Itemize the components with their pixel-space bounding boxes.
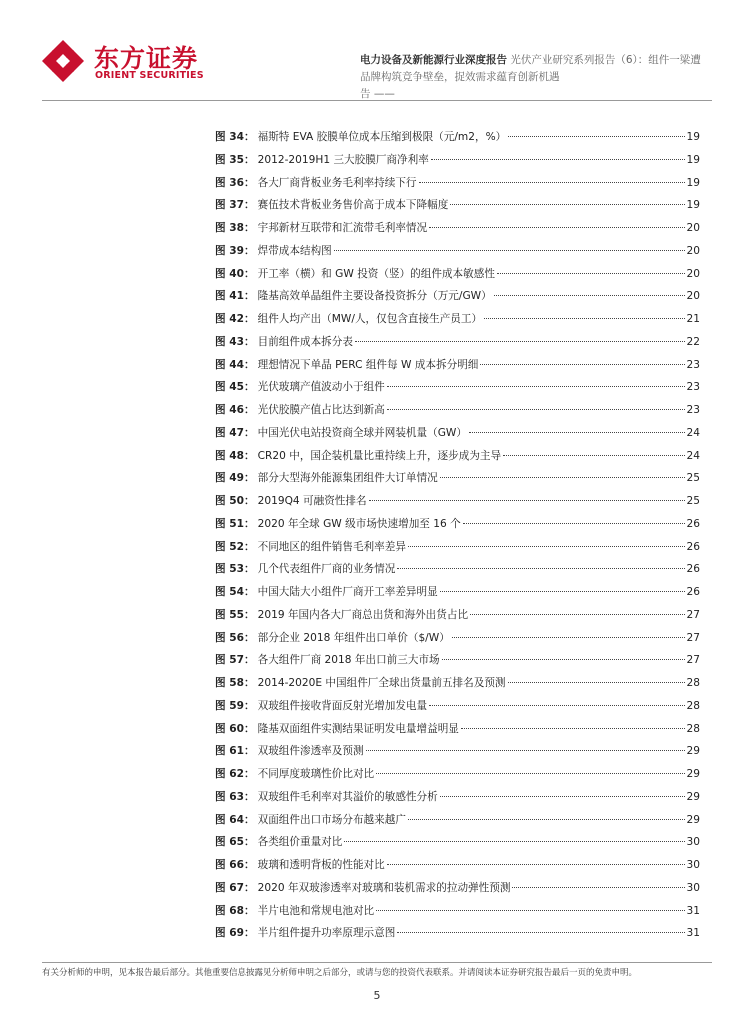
toc-entry-title: 福斯特 EVA 胶膜单位成本压缩到极限（元/m2，%） bbox=[257, 131, 507, 143]
toc-entry[interactable] bbox=[215, 425, 700, 448]
toc-entry-label: 图 53： bbox=[215, 563, 255, 576]
toc-entry[interactable] bbox=[215, 448, 700, 471]
toc-entry-title: 双面组件出口市场分布越来越广 bbox=[257, 813, 406, 826]
toc-dot-leader bbox=[334, 250, 685, 251]
toc-dot-leader bbox=[463, 523, 685, 524]
toc-entry-label: 图 52： bbox=[215, 540, 255, 553]
toc-entry-title: 目前组件成本拆分表 bbox=[257, 335, 353, 348]
toc-entry-label: 图 48： bbox=[215, 449, 255, 462]
toc-entry-label: 图 68： bbox=[215, 904, 255, 917]
toc-entry-label: 图 46： bbox=[215, 404, 255, 416]
toc-entry-label: 图 37： bbox=[215, 199, 255, 212]
toc-entry[interactable] bbox=[215, 516, 700, 539]
toc-entry[interactable] bbox=[215, 607, 700, 630]
toc-entry-label: 图 51： bbox=[215, 517, 255, 530]
toc-entry-label: 图 66： bbox=[215, 859, 255, 871]
toc-entry-title: 几个代表组件厂商的业务情况 bbox=[257, 563, 396, 576]
toc-entry[interactable] bbox=[215, 584, 700, 607]
toc-entry[interactable] bbox=[215, 880, 700, 903]
toc-entry-title: 2012-2019H1 三大胶膜厂商净利率 bbox=[257, 153, 429, 166]
toc-entry-title: 隆基高效单晶组件主要设备投资拆分（万元/GW） bbox=[257, 290, 492, 303]
toc-entry-page: 23 bbox=[686, 404, 700, 416]
toc-entry[interactable] bbox=[215, 698, 700, 721]
toc-dot-leader bbox=[366, 750, 685, 751]
toc-entry-title: 宇邦新材互联带和汇流带毛利率情况 bbox=[257, 222, 428, 234]
toc-entry-title: 中国光伏电站投资商全球并网装机量（GW） bbox=[257, 426, 467, 439]
toc-entry-page: 30 bbox=[686, 836, 700, 849]
toc-entry[interactable] bbox=[215, 334, 700, 357]
toc-entry-label: 图 64： bbox=[215, 813, 255, 826]
toc-entry[interactable] bbox=[215, 243, 700, 266]
toc-entry-page: 22 bbox=[686, 335, 700, 348]
report-category: 电力设备及新能源行业深度报告 bbox=[360, 54, 507, 66]
toc-entry-title: 各类组价重量对比 bbox=[257, 836, 343, 849]
toc-entry[interactable] bbox=[215, 493, 700, 516]
report-title: 光伏产业研究系列报告（6）：组件一梁遭品牌构筑竞争壁垒，捉效需求蕴育创新机遇 bbox=[360, 54, 701, 83]
toc-dot-leader bbox=[387, 386, 685, 387]
toc-entry-title: 中国大陆大小组件厂商开工率差异明显 bbox=[257, 586, 438, 598]
toc-dot-leader bbox=[508, 136, 684, 137]
toc-dot-leader bbox=[408, 819, 685, 820]
toc-entry-label: 图 69： bbox=[215, 927, 255, 940]
toc-entry-title: 部分大型海外能源集团组件大订单情况 bbox=[257, 472, 438, 485]
toc-dot-leader bbox=[442, 659, 685, 660]
toc-dot-leader bbox=[397, 932, 684, 933]
toc-entry-page: 30 bbox=[686, 881, 700, 894]
toc-dot-leader bbox=[512, 887, 684, 888]
toc-entry-label: 图 36： bbox=[215, 176, 255, 189]
toc-entry-label: 图 49： bbox=[215, 472, 255, 485]
toc-dot-leader bbox=[397, 568, 684, 569]
toc-entry[interactable] bbox=[215, 834, 700, 857]
toc-dot-leader bbox=[376, 910, 684, 911]
toc-entry-title: 焊带成本结构图 bbox=[257, 244, 332, 257]
toc-entry-page: 21 bbox=[686, 313, 700, 325]
toc-entry-page: 30 bbox=[686, 859, 700, 871]
toc-entry-title: 双玻组件毛利率对其溢价的敏感性分析 bbox=[257, 790, 438, 803]
toc-entry-page: 19 bbox=[686, 176, 700, 189]
toc-entry[interactable] bbox=[215, 743, 700, 766]
toc-dot-leader bbox=[429, 705, 684, 706]
toc-entry-title: 2019 年国内各大厂商总出货和海外出货占比 bbox=[257, 608, 469, 621]
toc-entry-page: 20 bbox=[686, 244, 700, 257]
toc-entry-label: 图 41： bbox=[215, 290, 255, 303]
toc-dot-leader bbox=[450, 204, 684, 205]
toc-entry[interactable] bbox=[215, 812, 700, 835]
page-number: 5 bbox=[373, 989, 381, 1002]
toc-dot-leader bbox=[408, 546, 685, 547]
toc-entry-label: 图 54： bbox=[215, 586, 255, 598]
toc-entry-label: 图 57： bbox=[215, 654, 255, 667]
toc-entry-page: 27 bbox=[686, 654, 700, 667]
toc-entry-title: 2020 年双玻渗透率对玻璃和装机需求的拉动弹性预测 bbox=[257, 881, 511, 894]
toc-entry[interactable] bbox=[215, 903, 700, 926]
toc-entry-page: 27 bbox=[686, 608, 700, 621]
toc-dot-leader bbox=[387, 864, 685, 865]
toc-entry-label: 图 45： bbox=[215, 381, 255, 394]
toc-entry-label: 图 67： bbox=[215, 881, 255, 894]
toc-entry-label: 图 40： bbox=[215, 267, 255, 280]
toc-entry-label: 图 58： bbox=[215, 677, 255, 689]
toc-dot-leader bbox=[469, 432, 685, 433]
toc-entry-title: 光伏玻璃产值波动小于组件 bbox=[257, 381, 385, 394]
toc-entry-title: 隆基双面组件实测结果证明发电量增益明显 bbox=[257, 722, 459, 735]
toc-entry[interactable] bbox=[215, 175, 700, 198]
toc-dot-leader bbox=[369, 500, 685, 501]
brand-logo bbox=[40, 38, 240, 84]
toc-entry[interactable] bbox=[215, 766, 700, 789]
toc-entry-label: 图 56： bbox=[215, 631, 255, 644]
toc-entry[interactable] bbox=[215, 630, 700, 653]
toc-dot-leader bbox=[440, 477, 685, 478]
toc-dot-leader bbox=[452, 637, 685, 638]
toc-entry-page: 20 bbox=[686, 267, 700, 280]
toc-dot-leader bbox=[461, 728, 685, 729]
toc-dot-leader bbox=[440, 796, 685, 797]
toc-entry-title: 2019Q4 可融资性排名 bbox=[257, 495, 367, 507]
toc-entry-label: 图 44： bbox=[215, 358, 255, 371]
header-divider bbox=[42, 100, 712, 101]
toc-entry[interactable] bbox=[215, 129, 700, 152]
toc-dot-leader bbox=[419, 182, 685, 183]
toc-entry-title: 理想情况下单晶 PERC 组件每 W 成本拆分明细 bbox=[257, 358, 479, 371]
toc-entry-title: 2014-2020E 中国组件厂全球出货量前五排名及预测 bbox=[257, 677, 506, 689]
toc-entry-page: 26 bbox=[686, 563, 700, 576]
toc-dot-leader bbox=[376, 773, 684, 774]
toc-entry-page: 26 bbox=[686, 540, 700, 553]
toc-dot-leader bbox=[429, 227, 684, 228]
toc-entry-title: 各大组件厂商 2018 年出口前三大市场 bbox=[257, 654, 440, 667]
toc-entry-label: 图 60： bbox=[215, 722, 255, 735]
toc-entry[interactable] bbox=[215, 721, 700, 744]
toc-entry-page: 27 bbox=[686, 631, 700, 644]
toc-entry-page: 24 bbox=[686, 449, 700, 462]
toc-entry-label: 图 62： bbox=[215, 768, 255, 780]
brand-name-en: ORIENT SECURITIES bbox=[95, 70, 204, 81]
toc-entry-title: 双玻组件接收背面反射光增加发电量 bbox=[257, 699, 428, 712]
toc-entry-title: 玻璃和透明背板的性能对比 bbox=[257, 859, 385, 871]
toc-entry-page: 31 bbox=[686, 904, 700, 917]
toc-dot-leader bbox=[497, 273, 685, 274]
toc-entry-title: CR20 中，国企装机量比重持续上升，逐步成为主导 bbox=[257, 449, 502, 462]
toc-entry-title: 赛伍技术背板业务售价高于成本下降幅度 bbox=[257, 199, 449, 212]
toc-entry[interactable] bbox=[215, 652, 700, 675]
toc-entry-label: 图 59： bbox=[215, 699, 255, 712]
toc-entry[interactable] bbox=[215, 288, 700, 311]
toc-dot-leader bbox=[440, 591, 685, 592]
toc-dot-leader bbox=[470, 614, 684, 615]
toc-entry-page: 29 bbox=[686, 745, 700, 758]
toc-entry-title: 组件人均产出（MW/人，仅包含直接生产员工） bbox=[257, 313, 483, 325]
toc-entry[interactable] bbox=[215, 789, 700, 812]
toc-entry[interactable] bbox=[215, 675, 700, 698]
toc-entry-label: 图 47： bbox=[215, 426, 255, 439]
toc-entry-label: 图 34： bbox=[215, 131, 255, 143]
toc-entry-page: 23 bbox=[686, 358, 700, 371]
toc-entry-page: 25 bbox=[686, 472, 700, 485]
toc-entry-title: 光伏胶膜产值占比达到新高 bbox=[257, 404, 385, 416]
toc-entry-label: 图 39： bbox=[215, 244, 255, 257]
footer-divider bbox=[42, 962, 712, 963]
toc-entry-page: 29 bbox=[686, 813, 700, 826]
toc-entry-label: 图 50： bbox=[215, 495, 255, 507]
toc-entry-title: 半片电池和常规电池对比 bbox=[257, 904, 375, 917]
toc-entry-label: 图 42： bbox=[215, 313, 255, 325]
toc-entry[interactable] bbox=[215, 220, 700, 243]
toc-entry-page: 25 bbox=[686, 495, 700, 507]
toc-entry[interactable] bbox=[215, 197, 700, 220]
toc-entry-page: 26 bbox=[686, 517, 700, 530]
toc-entry[interactable] bbox=[215, 470, 700, 493]
toc-entry-title: 半片组件提升功率原理示意图 bbox=[257, 927, 396, 940]
toc-dot-leader bbox=[387, 409, 685, 410]
toc-dot-leader bbox=[344, 841, 684, 842]
toc-entry-page: 19 bbox=[686, 153, 700, 166]
toc-entry-title: 2020 年全球 GW 级市场快速增加至 16 个 bbox=[257, 517, 461, 530]
toc-entry-page: 19 bbox=[686, 131, 700, 143]
toc-entry-page: 20 bbox=[686, 290, 700, 303]
toc-entry-title: 部分企业 2018 年组件出口单价（$/W） bbox=[257, 631, 450, 644]
toc-entry[interactable] bbox=[215, 266, 700, 289]
toc-entry-page: 28 bbox=[686, 677, 700, 689]
toc-entry-title: 不同厚度玻璃性价比对比 bbox=[257, 768, 375, 780]
report-title-tail: 告 —— bbox=[360, 88, 395, 100]
figure-index bbox=[215, 129, 700, 948]
toc-entry-label: 图 65： bbox=[215, 836, 255, 849]
toc-dot-leader bbox=[508, 682, 685, 683]
toc-entry[interactable] bbox=[215, 311, 700, 334]
toc-entry-label: 图 43： bbox=[215, 335, 255, 348]
toc-entry-page: 28 bbox=[686, 722, 700, 735]
toc-entry-page: 20 bbox=[686, 222, 700, 234]
toc-entry[interactable] bbox=[215, 857, 700, 880]
toc-entry[interactable] bbox=[215, 379, 700, 402]
toc-entry[interactable] bbox=[215, 402, 700, 425]
toc-entry[interactable] bbox=[215, 357, 700, 380]
toc-dot-leader bbox=[480, 364, 684, 365]
toc-entry-page: 26 bbox=[686, 586, 700, 598]
toc-entry-label: 图 38： bbox=[215, 222, 255, 234]
toc-entry-title: 开工率（横）和 GW 投资（竖）的组件成本敏感性 bbox=[257, 267, 495, 280]
toc-entry-page: 31 bbox=[686, 927, 700, 940]
toc-entry-label: 图 35： bbox=[215, 153, 255, 166]
toc-dot-leader bbox=[355, 341, 685, 342]
toc-entry-label: 图 61： bbox=[215, 745, 255, 758]
report-header-title bbox=[360, 52, 710, 103]
toc-entry[interactable] bbox=[215, 539, 700, 562]
toc-entry[interactable] bbox=[215, 152, 700, 175]
toc-entry-page: 23 bbox=[686, 381, 700, 394]
toc-entry[interactable] bbox=[215, 925, 700, 948]
toc-entry[interactable] bbox=[215, 561, 700, 584]
toc-entry-label: 图 63： bbox=[215, 790, 255, 803]
toc-entry-label: 图 55： bbox=[215, 608, 255, 621]
toc-dot-leader bbox=[431, 159, 685, 160]
toc-entry-title: 不同地区的组件销售毛利率差异 bbox=[257, 540, 406, 553]
toc-entry-page: 19 bbox=[686, 199, 700, 212]
toc-entry-page: 29 bbox=[686, 768, 700, 780]
orient-logo-icon bbox=[40, 38, 86, 84]
toc-entry-page: 24 bbox=[686, 426, 700, 439]
toc-dot-leader bbox=[503, 455, 684, 456]
brand-name-cn: 东方证券 bbox=[94, 44, 199, 73]
toc-dot-leader bbox=[494, 295, 685, 296]
toc-entry-page: 29 bbox=[686, 790, 700, 803]
toc-entry-page: 28 bbox=[686, 699, 700, 712]
toc-dot-leader bbox=[484, 318, 684, 319]
toc-entry-title: 各大厂商背板业务毛利率持续下行 bbox=[257, 176, 417, 189]
toc-entry-title: 双玻组件渗透率及预测 bbox=[257, 745, 364, 758]
footer-disclaimer: 有关分析师的申明，见本报告最后部分。其他重要信息披露见分析师申明之后部分，或请与您的投资代表联系。并请阅读本证券研究报告最后一页的免责申明。 bbox=[42, 968, 638, 978]
